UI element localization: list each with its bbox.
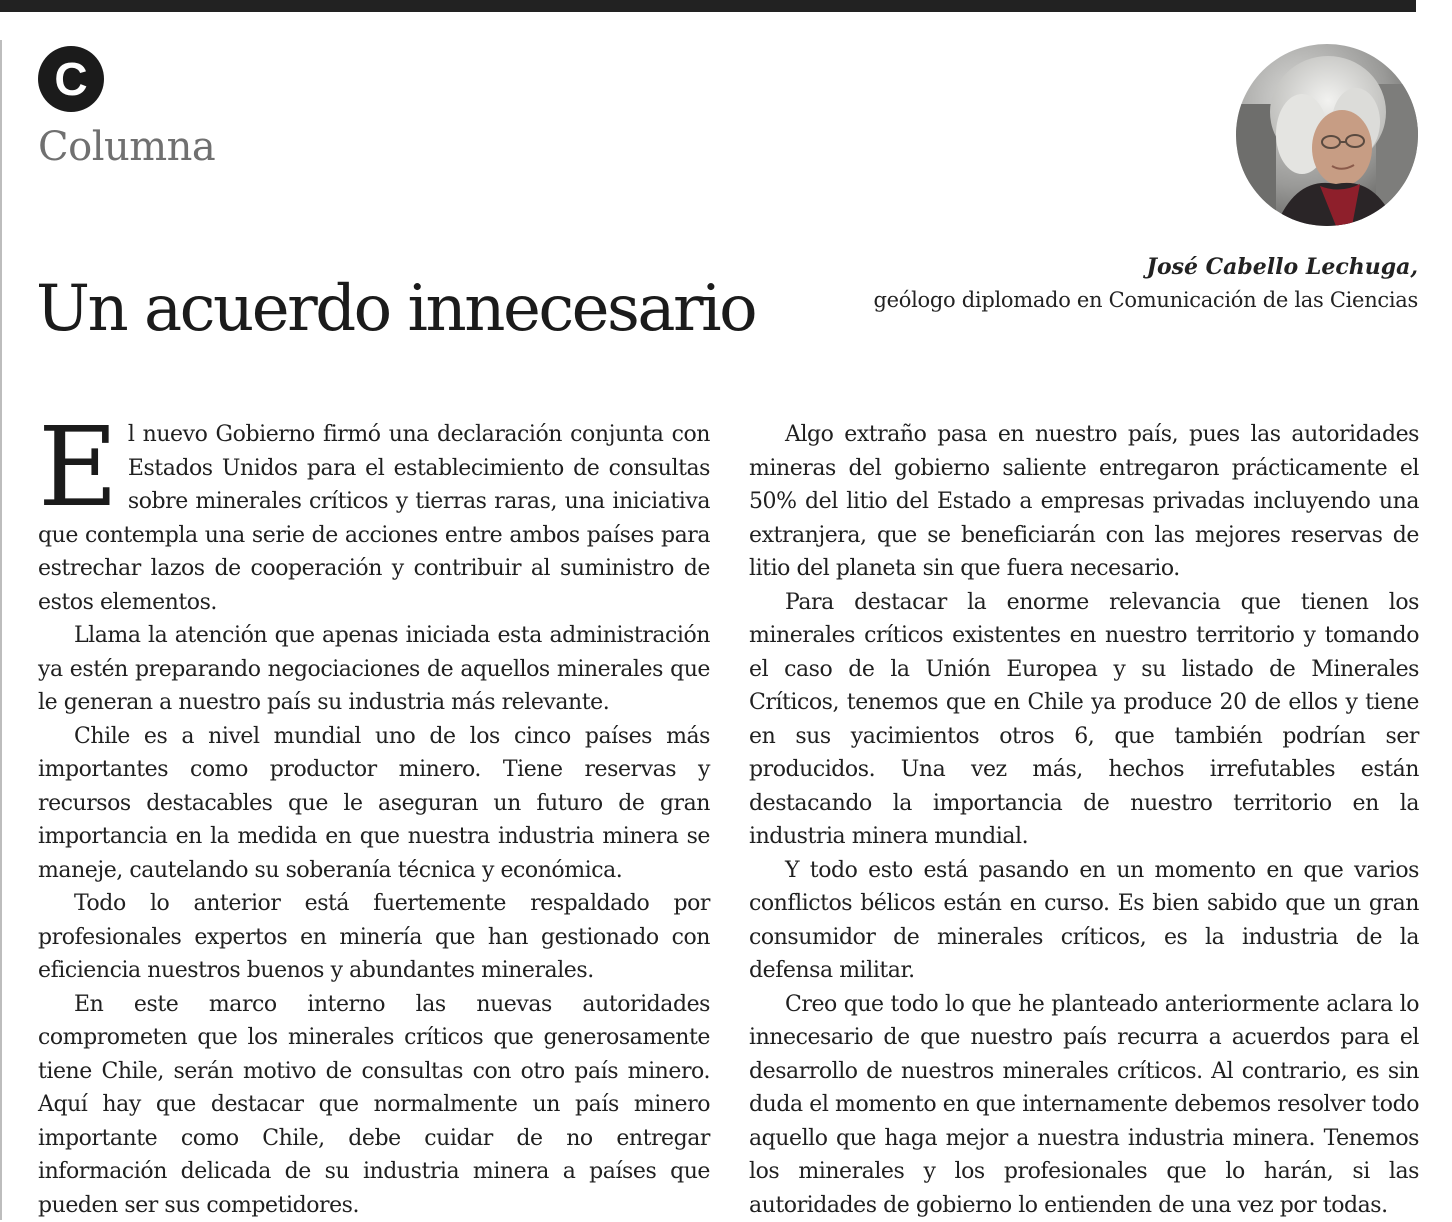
article-paragraph: Algo extraño pasa en nuestro país, pues las autoridades mineras del gobierno saliente entregaron prácticamente el 50% del litio del Estado a empresas privadas incluyendo una extranjera, que se beneficiarán con las mejores reservas de litio del planeta sin que fuera necesario. [749, 418, 1419, 586]
article-column-left [38, 418, 710, 1222]
headline: Un acuerdo innecesario [36, 272, 755, 346]
page-edge [0, 40, 2, 1220]
article-paragraph: En este marco interno las nuevas autoridades comprometen que los minerales críticos que generosamente tiene Chile, serán motivo de consultas con otro país minero. Aquí hay que destacar que normalmente un país minero importante como Chile, debe cuidar de no entregar información delicada de su industria minera a países que pueden ser sus competidores. [38, 988, 710, 1222]
article-paragraph [38, 418, 710, 619]
author-role: geólogo diplomado en Comunicación de las Ciencias [874, 288, 1418, 312]
author-name: José Cabello Lechuga, [874, 254, 1418, 280]
article-column-right [749, 418, 1419, 1222]
article-paragraph: Chile es a nivel mundial uno de los cinco países más importantes como productor minero. Tiene reservas y recursos destacables que le aseguran un futuro de gran importancia en la medida en que nuestra industria minera se maneje, cautelando su soberanía técnica y económica. [38, 720, 710, 888]
article-paragraph: Todo lo anterior está fuertemente respaldado por profesionales expertos en minería que han gestionado con eficiencia nuestros buenos y abundantes minerales. [38, 887, 710, 988]
drop-cap: E [38, 424, 118, 510]
top-rule [0, 0, 1416, 12]
article-paragraph: Para destacar la enorme relevancia que tienen los minerales críticos existentes en nuestro territorio y tomando el caso de la Unión Europea y su listado de Minerales Críticos, tenemos que en Chile ya produce 20 de ellos y tiene en sus yacimientos otros 6, que también podrían ser producidos. Una vez más, hechos irrefutables están destacando la importancia de nuestro territorio en la industria minera mundial. [749, 586, 1419, 854]
author-photo [1236, 44, 1418, 226]
article-paragraph: Llama la atención que apenas iniciada esta administración ya estén preparando negociaciones de aquellos minerales que le generan a nuestro país su industria más relevante. [38, 619, 710, 720]
byline [874, 254, 1418, 312]
paragraph-text: l nuevo Gobierno firmó una declaración conjunta con Estados Unidos para el establecimiento de consultas sobre minerales críticos y tierras raras, una iniciativa que contempla una serie de acciones entre ambos países para estrechar lazos de cooperación y contribuir al suministro de estos elementos. [38, 422, 710, 615]
section-label: Columna [38, 124, 215, 170]
article-paragraph: Creo que todo lo que he planteado anteriormente aclara lo innecesario de que nuestro país recurra a acuerdos para el desarrollo de nuestros minerales críticos. Al contrario, es sin duda el momento en que internamente debemos resolver todo aquello que haga mejor a nuestra industria minera. Tenemos los minerales y los profesionales que lo harán, si las autoridades de gobierno lo entienden de una vez por todas. [749, 988, 1419, 1222]
article-paragraph: Y todo esto está pasando en un momento en que varios conflictos bélicos están en curso. Es bien sabido que un gran consumidor de minerales críticos, es la industria de la defensa militar. [749, 854, 1419, 988]
section-badge: C [38, 46, 104, 112]
